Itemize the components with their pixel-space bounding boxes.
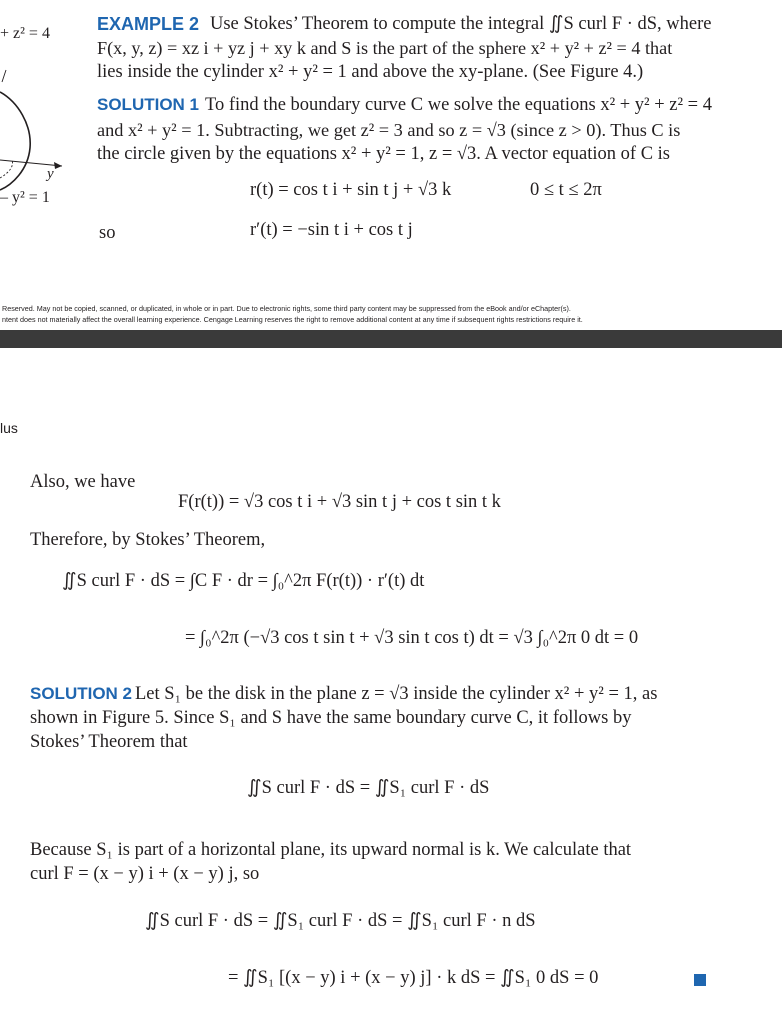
- solution1-heading: SOLUTION 1: [97, 95, 200, 114]
- equation-stokes-line1: ∬S curl F · dS = ∫C F · dr = ∫₀^2π F(r(t)) · r′(t) dt: [62, 571, 425, 591]
- copyright-line: ntent does not materially affect the overall learning experience. Cengage Learning reserves the right to remove additional content at any time if subsequent rights restrictions require it.: [2, 315, 583, 324]
- equation-final-line2: = ∬S₁ [(x − y) i + (x − y) j] · k dS = ∬S₁ 0 dS = 0: [228, 968, 599, 988]
- solution2-line: Stokes’ Theorem that: [30, 732, 188, 752]
- solution1-line: and x² + y² = 1. Subtracting, we get z² = 3 and so z = √3 (since z > 0). Thus C is: [97, 120, 681, 140]
- copyright-line: Reserved. May not be copied, scanned, or duplicated, in whole or in part. Due to electronic rights, some third party content may be suppressed from the eBook and/or eChapter(s).: [2, 304, 571, 313]
- equation-range: 0 ≤ t ≤ 2π: [530, 180, 602, 200]
- also-text: Also, we have: [30, 472, 136, 492]
- figure-label-y: y: [47, 166, 54, 182]
- figure-label-cylinder: – y² = 1: [0, 189, 50, 206]
- solution1-line: the circle given by the equations x² + y² = 1, z = √3. A vector equation of C is: [97, 144, 670, 164]
- therefore-text: Therefore, by Stokes’ Theorem,: [30, 530, 266, 550]
- solution2-line: shown in Figure 5. Since S₁ and S have the same boundary curve C, it follows by: [30, 708, 632, 728]
- because-line: Because S₁ is part of a horizontal plane, its upward normal is k. We calculate that: [30, 840, 632, 860]
- solution1-line: To find the boundary curve C we solve the equations x² + y² + z² = 4: [205, 95, 712, 115]
- page-separator-bar: [0, 330, 782, 348]
- equation-final-line1: ∬S curl F · dS = ∬S₁ curl F · dS = ∬S₁ curl F · n dS: [145, 911, 536, 931]
- equation-s-equals-s1: ∬S curl F · dS = ∬S₁ curl F · dS: [247, 778, 490, 798]
- solution2-heading: SOLUTION 2: [30, 684, 133, 703]
- example-line: F(x, y, z) = xz i + yz j + xy k and S is the part of the sphere x² + y² + z² = 4 that: [97, 38, 673, 58]
- equation-stokes-line2: = ∫₀^2π (−√3 cos t sin t + √3 sin t cos t) dt = √3 ∫₀^2π 0 dt = 0: [185, 628, 639, 648]
- figure-label-sphere: + z² = 4: [0, 25, 50, 42]
- example-heading: EXAMPLE 2: [97, 14, 200, 34]
- example-line: lies inside the cylinder x² + y² = 1 and above the xy-plane. (See Figure 4.): [97, 62, 644, 82]
- end-of-solution-marker: [694, 974, 706, 986]
- equation-F-of-r: F(r(t)) = √3 cos t i + √3 sin t j + cos t sin t k: [178, 492, 501, 512]
- because-line: curl F = (x − y) i + (x − y) j, so: [30, 864, 260, 884]
- solution2-line: Let S₁ be the disk in the plane z = √3 inside the cylinder x² + y² = 1, as: [135, 684, 658, 704]
- figure-4-fragment: [0, 40, 90, 210]
- running-head: lus: [0, 420, 18, 436]
- so-label: so: [99, 223, 116, 243]
- example-line: Use Stokes’ Theorem to compute the integral ∬S curl F · dS, where: [210, 14, 712, 34]
- equation-r: r(t) = cos t i + sin t j + √3 k: [250, 180, 452, 200]
- equation-rprime: r′(t) = −sin t i + cos t j: [250, 220, 413, 240]
